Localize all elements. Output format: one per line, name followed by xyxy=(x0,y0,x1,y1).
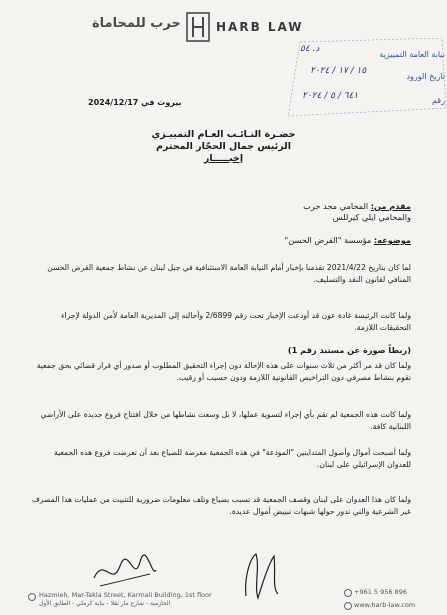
logo-arabic: حرب للمحاماة xyxy=(92,16,181,31)
footer-address-ar: الحازمية - شارع مار تقلا - بناية كرملي - الطابق الأول xyxy=(39,600,171,607)
paragraph-5: ولما أصبحت أموال وأصول المتداينين "المودعة" في هذه الجمعية معرضة للضياع بعد أن تعرضت فروع هذه الجمعية للعدوان الإسرائيلي على لبنان. xyxy=(54,448,411,470)
paragraph-6: ولما كان هذا العدوان على لبنان وقصف الجمعية قد تسبب بضياع وتلف معلومات ضرورية للتثبيت من عمليات هذا المصرف غير الشرعية والتي تدور حولها شبهات تبييض أموال عديدة. xyxy=(32,495,411,517)
footer-phone: +961 5 956 896 xyxy=(354,588,407,596)
addressee-title: حضـرة النـائـب العـام التمييـزي xyxy=(151,129,296,140)
harb-logo-icon xyxy=(186,12,210,42)
location-pin-icon xyxy=(28,593,36,601)
paragraph-3: ولما كان قد مر أكثر من ثلاث سنوات على هذه الإحالة دون إجراء التحقيق المطلوب أو صدور أي قرار قضائي بحق جمعية تقوم بنشاط مصرفي دون التراخيص القانونية اللازمة ودون حسيب أو رقيب. xyxy=(36,361,411,383)
stamp-line-number: رقم xyxy=(431,96,445,105)
subject-label: موضوعه: xyxy=(373,235,411,245)
stamp-line-office: نيابة العامة التمييزية xyxy=(379,50,445,59)
globe-icon xyxy=(344,602,352,610)
footer-address-en: Hazmieh, Mar-Takla Street, Karmali Building, 1st floor xyxy=(39,591,212,599)
attachment-note: (ربطاً صورة عن مستند رقم 1) xyxy=(287,345,411,355)
stamp-handwritten-date: ١٥ / ١٧ / ٢٠٢٤ xyxy=(310,66,367,76)
footer-website[interactable]: www.harb-law.com xyxy=(354,601,416,609)
subject-value: مؤسسة "القرض الحسن" xyxy=(284,235,372,245)
subject-line xyxy=(284,235,411,245)
paragraph-1: لما كان بتاريخ 2021/4/22 تقدمنا بإخبار أمام النيابة العامة الاستئنافية في جبل لبنان عن نشاط جمعية القرض الحسن المنافي لقانون النقد والتسليف. xyxy=(47,263,411,285)
date-place: بيروت في 2024/12/17 xyxy=(88,98,182,107)
signature-2-icon xyxy=(236,548,288,602)
paragraph-4: ولما كانت هذه الجمعية لم تقم بأي إجراء لتسوية عملها، لا بل وسعت نشاطها من خلال افتتاح فروع جديدة على الأراضي اللبنانية كافة. xyxy=(40,410,411,432)
document-type: إخبـــــار xyxy=(203,153,244,164)
addressee-name: الرئيس جمال الحجّار المحترم xyxy=(156,141,291,152)
phone-icon xyxy=(344,589,352,597)
presenter-1: المحامي مجد حرب xyxy=(303,201,369,211)
stamp-handwritten-number: ٦٤١ / ٥ / ٢٠٢٤ xyxy=(302,91,359,101)
presenter-line xyxy=(303,201,411,211)
presenter-label: مقدم من: xyxy=(370,201,411,211)
signature-1-icon xyxy=(90,548,160,594)
reception-stamp xyxy=(282,38,447,120)
presenter-2: والمحامي ايلي كيرللس xyxy=(332,212,411,222)
paragraph-2: ولما كانت الرئيسة غادة عون قد أودعت الإخبار تحت رقم 2/6899 وأحالته إلى المديرية العامة لأمن الدولة لإجراء التحقيقات اللازمة. xyxy=(60,311,411,333)
stamp-line-date: تاريخ الورود xyxy=(406,72,445,81)
logo-english: HARB LAW xyxy=(216,20,304,34)
stamp-handwritten-ref: د. ٥٤ xyxy=(300,44,320,54)
